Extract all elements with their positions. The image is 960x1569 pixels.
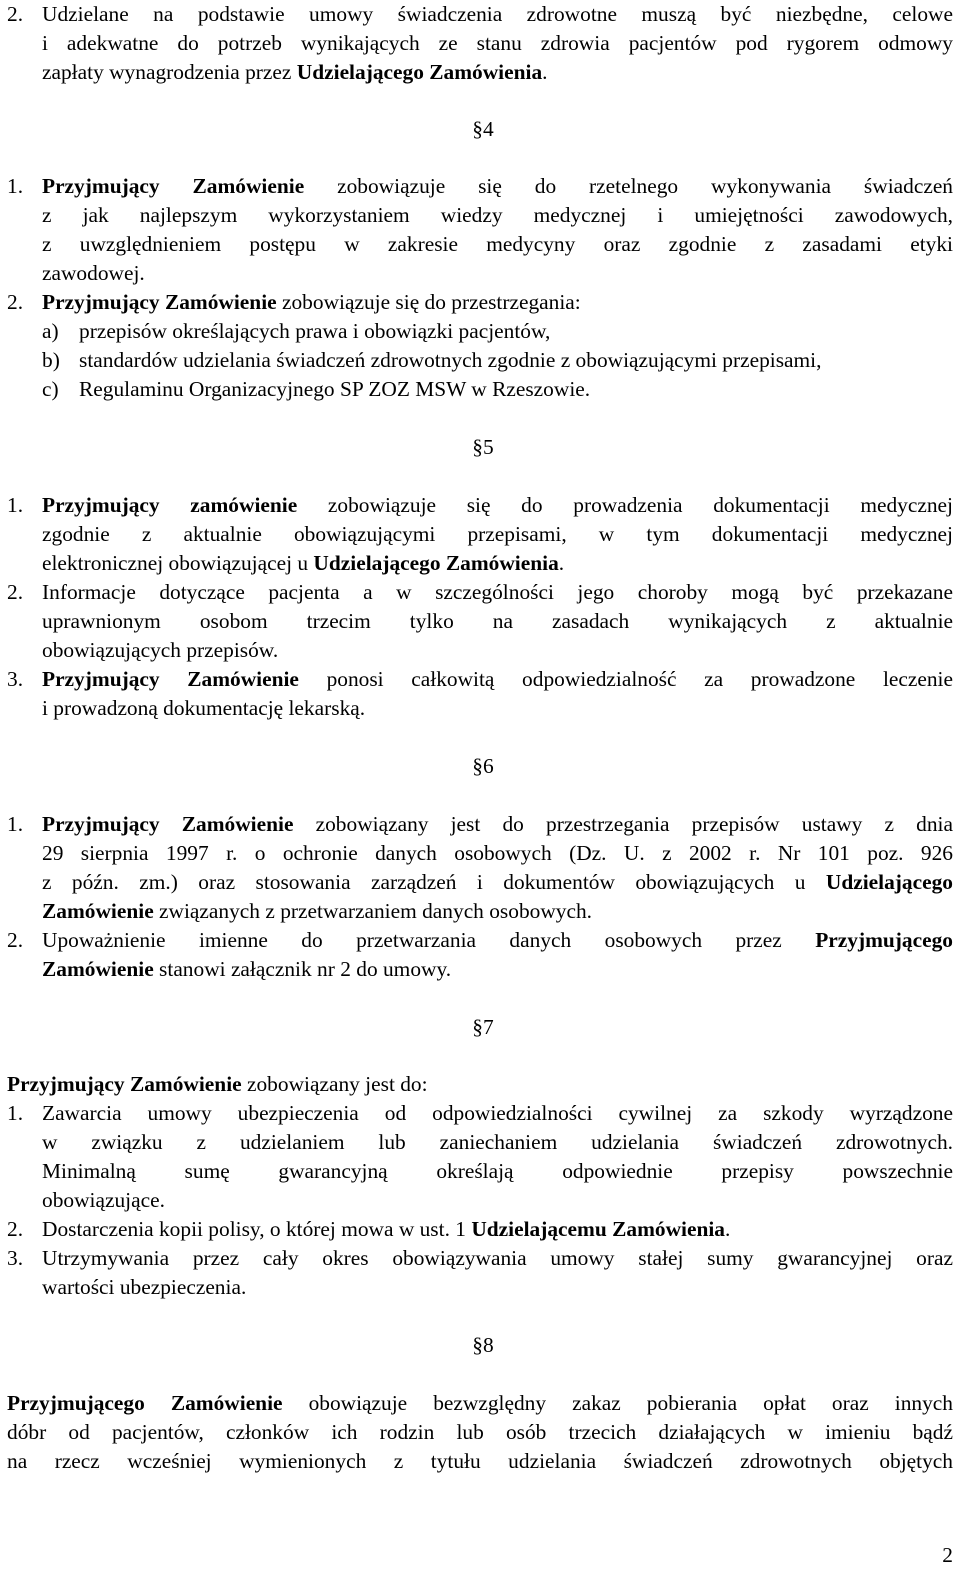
paragraph-line xyxy=(0,1128,960,1157)
paragraph-line xyxy=(0,1447,960,1476)
paragraph-line xyxy=(0,1099,960,1128)
paragraph-text: w związku z udzielaniem lub zaniechaniem udzielania świadczeń zdrowotnych. xyxy=(42,1130,953,1154)
item-number: 2. xyxy=(7,928,24,952)
paragraph-line xyxy=(0,636,960,665)
text-run: elektronicznej obowiązującej u xyxy=(42,551,314,575)
section-number: §5 xyxy=(472,435,494,459)
paragraph-text xyxy=(7,1070,953,1099)
bold-term: Przyjmujący Zamówienie xyxy=(42,290,277,314)
paragraph-line xyxy=(0,694,960,723)
paragraph-line xyxy=(0,29,960,58)
paragraph-text xyxy=(42,955,953,984)
paragraph-line xyxy=(0,665,960,694)
paragraph-text: Zawarcia umowy ubezpieczenia od odpowiedzialności cywilnej za szkody wyrządzone xyxy=(42,1101,953,1125)
text-run: Dostarczenia kopii polisy, o której mowa w ust. 1 xyxy=(42,1217,472,1241)
bold-term: Przyjmujący Zamówienie xyxy=(42,812,294,836)
item-number: 2. xyxy=(7,290,24,314)
paragraph-text xyxy=(42,58,953,87)
paragraph-line xyxy=(0,259,960,288)
paragraph-line xyxy=(0,578,960,607)
list-item-text: Regulaminu Organizacyjnego SP ZOZ MSW w Rzeszowie. xyxy=(79,377,591,401)
paragraph-text: 29 sierpnia 1997 r. o ochronie danych osobowych (Dz. U. z 2002 r. Nr 101 poz. 926 xyxy=(42,841,953,865)
paragraph-text: wartości ubezpieczenia. xyxy=(42,1275,247,1299)
bold-term: Przyjmującego xyxy=(815,928,953,952)
paragraph-line xyxy=(0,520,960,549)
item-number: 1. xyxy=(7,1101,24,1125)
list-marker: a) xyxy=(42,319,59,343)
paragraph-text: na rzecz wcześniej wymienionych z tytułu udzielania świadczeń zdrowotnych objętych xyxy=(7,1449,953,1473)
paragraph-line xyxy=(0,230,960,259)
text-run: zobowiązuje się do przestrzegania: xyxy=(276,290,581,314)
bold-term: Udzielającego xyxy=(825,870,953,894)
section-heading xyxy=(0,752,960,781)
bold-term: Przyjmujący zamówienie xyxy=(42,493,298,517)
paragraph-line xyxy=(0,0,960,29)
paragraph-line xyxy=(0,955,960,984)
text-run: . xyxy=(558,551,565,575)
paragraph-line xyxy=(0,1157,960,1186)
paragraph-line xyxy=(0,926,960,955)
paragraph-line xyxy=(0,839,960,868)
text-run: ponosi całkowitą odpowiedzialność za prowadzone leczenie xyxy=(298,667,953,691)
paragraph-line xyxy=(0,1418,960,1447)
paragraph-text xyxy=(42,549,953,578)
paragraph-text: zawodowej. xyxy=(42,261,145,285)
list-item-text: standardów udzielania świadczeń zdrowotnych zgodnie z obowiązującymi przepisami, xyxy=(79,348,822,372)
item-number: 3. xyxy=(7,1246,24,1270)
paragraph-text: Utrzymywania przez cały okres obowiązywania umowy stałej sumy gwarancyjnej oraz xyxy=(42,1246,953,1270)
paragraph-line xyxy=(0,1186,960,1215)
section-heading xyxy=(0,1331,960,1360)
text-run: związanych z przetwarzaniem danych osobowych. xyxy=(153,899,593,923)
paragraph-text xyxy=(42,868,953,897)
list-item xyxy=(0,346,960,375)
item-number: 3. xyxy=(7,667,24,691)
paragraph-line xyxy=(0,1389,960,1418)
paragraph-text: i prowadzoną dokumentację lekarską. xyxy=(42,696,366,720)
section-number: §6 xyxy=(472,754,494,778)
text-run: . xyxy=(725,1217,731,1241)
text-run: z późn. zm.) oraz stosowania zarządzeń i dokumentów obowiązujących u xyxy=(42,870,826,894)
text-run: zobowiązany jest do przestrzegania przepisów ustawy z dnia xyxy=(293,812,953,836)
text-run: zobowiązuje się do prowadzenia dokumentacji medycznej xyxy=(297,493,953,517)
text-run: . xyxy=(542,60,548,84)
section-heading xyxy=(0,433,960,462)
paragraph-text: Informacje dotyczące pacjenta a w szczególności jego choroby mogą być przekazane xyxy=(42,580,953,604)
bold-term: Przyjmujący Zamówienie xyxy=(42,667,299,691)
paragraph-text: z jak najlepszym wykorzystaniem wiedzy medycznej i umiejętności zawodowych, xyxy=(42,203,953,227)
section-number: §4 xyxy=(472,117,494,141)
paragraph-line xyxy=(0,810,960,839)
bold-term: Przyjmujący Zamówienie xyxy=(42,174,305,198)
paragraph-line xyxy=(0,288,960,317)
item-number: 1. xyxy=(7,174,24,198)
paragraph-line xyxy=(0,491,960,520)
text-run: zobowiązuje się do rzetelnego wykonywania świadczeń xyxy=(304,174,954,198)
list-item xyxy=(0,317,960,346)
list-marker: b) xyxy=(42,348,60,372)
paragraph-text xyxy=(42,926,953,955)
paragraph-text xyxy=(42,810,953,839)
section-heading xyxy=(0,115,960,144)
paragraph-text: i adekwatne do potrzeb wynikających ze stanu zdrowia pacjentów pod rygorem odmowy xyxy=(42,31,953,55)
paragraph-text: obowiązujących przepisów. xyxy=(42,638,279,662)
text-run: zapłaty wynagrodzenia przez xyxy=(42,60,297,84)
bold-term: Udzielającemu Zamówienia xyxy=(471,1217,726,1241)
paragraph-line xyxy=(0,58,960,87)
bold-term: Zamówienie xyxy=(42,957,154,981)
list-item xyxy=(0,375,960,404)
paragraph-text: uprawnionym osobom trzecim tylko na zasadach wynikających z aktualnie xyxy=(42,609,953,633)
paragraph-line xyxy=(0,897,960,926)
bold-term: Przyjmującego Zamówienie xyxy=(7,1391,283,1415)
text-run: stanowi załącznik nr 2 do umowy. xyxy=(153,957,452,981)
page-number: 2 xyxy=(942,1543,953,1567)
bold-term: Udzielającego Zamówienia xyxy=(313,551,559,575)
paragraph-text: dóbr od pacjentów, członków ich rodzin lub osób trzecich działających w imieniu bądź xyxy=(7,1420,953,1444)
paragraph-text xyxy=(42,897,953,926)
section-number: §8 xyxy=(472,1333,494,1357)
section-number: §7 xyxy=(472,1015,494,1039)
paragraph-text: Minimalną sumę gwarancyjną określają odpowiednie przepisy powszechnie xyxy=(42,1159,953,1183)
paragraph-text xyxy=(42,1215,953,1244)
bold-term: Udzielającego Zamówienia xyxy=(296,60,543,84)
paragraph-line xyxy=(0,607,960,636)
paragraph-text xyxy=(42,288,953,317)
text-run: zobowiązany jest do: xyxy=(241,1072,428,1096)
text-run: Upoważnienie imienne do przetwarzania danych osobowych przez xyxy=(42,928,816,952)
bold-term: Zamówienie xyxy=(42,899,154,923)
paragraph-line xyxy=(0,1273,960,1302)
bold-term: Przyjmujący Zamówienie xyxy=(7,1072,242,1096)
item-number: 2. xyxy=(7,580,24,604)
list-marker: c) xyxy=(42,377,59,401)
paragraph-text xyxy=(42,172,953,201)
paragraph-text: zgodnie z aktualnie obowiązującymi przepisami, w tym dokumentacji medycznej xyxy=(42,522,953,546)
item-number: 2. xyxy=(7,2,24,26)
paragraph-line xyxy=(0,868,960,897)
section-heading xyxy=(0,1013,960,1042)
paragraph-text: z uwzględnieniem postępu w zakresie medycyny oraz zgodnie z zasadami etyki xyxy=(42,232,953,256)
item-number: 1. xyxy=(7,493,24,517)
paragraph-line xyxy=(0,1215,960,1244)
paragraph-text: Udzielane na podstawie umowy świadczenia zdrowotne muszą być niezbędne, celowe xyxy=(42,2,953,26)
paragraph-text xyxy=(42,665,953,694)
paragraph-line xyxy=(0,549,960,578)
text-run: obowiązuje bezwzględny zakaz pobierania opłat oraz innych xyxy=(282,1391,953,1415)
paragraph-text xyxy=(7,1389,953,1418)
list-item-text: przepisów określających prawa i obowiązki pacjentów, xyxy=(79,319,551,343)
paragraph-line xyxy=(0,172,960,201)
paragraph-line xyxy=(0,1070,960,1099)
paragraph-line xyxy=(0,201,960,230)
item-number: 1. xyxy=(7,812,24,836)
paragraph-line xyxy=(0,1244,960,1273)
item-number: 2. xyxy=(7,1217,24,1241)
paragraph-text xyxy=(42,491,953,520)
paragraph-text: obowiązujące. xyxy=(42,1188,165,1212)
